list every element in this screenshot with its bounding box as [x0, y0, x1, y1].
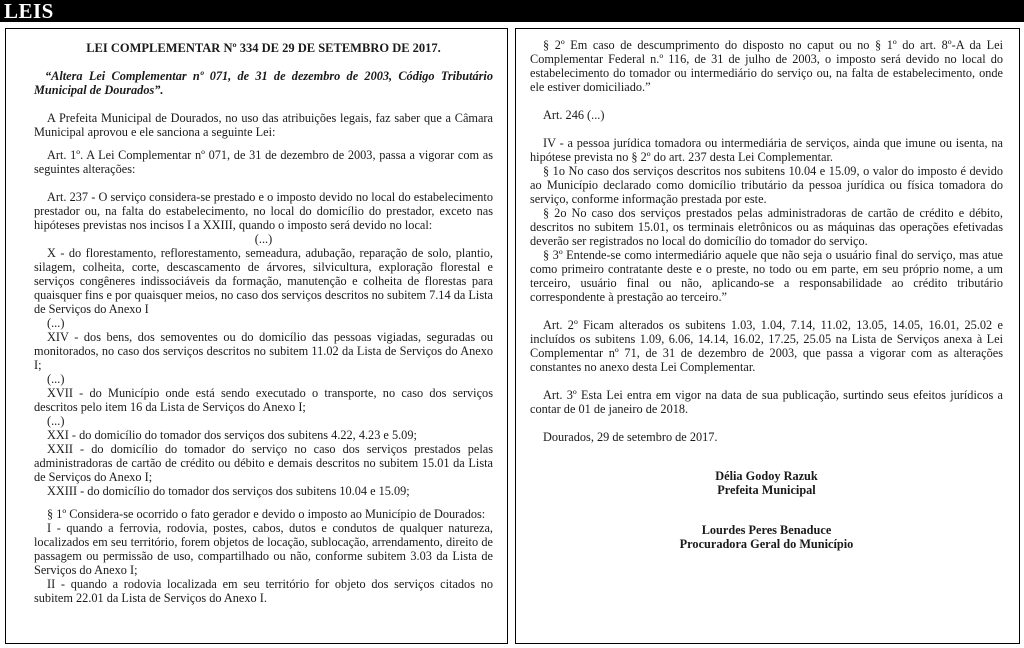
article-1: Art. 1º. A Lei Complementar nº 071, de 31 de dezembro de 2003, passa a vigorar com as seguintes alterações: [34, 148, 493, 176]
paragraph-1: § 1º Considera-se ocorrido o fato gerador e devido o imposto ao Município de Dourados: [47, 507, 486, 521]
left-column [5, 28, 508, 644]
signature-block-attorney [530, 523, 1003, 551]
article-2: Art. 2º Ficam alterados os subitens 1.03, 1.04, 7.14, 11.02, 13.05, 14.05, 16.01, 25.02 e incluídos os subitens 1.09, 6.06, 14.14, 16.02, 17.25, 25.05 na Lista de Serviços anexa à Lei Complementar nº 71, de 31 de dezembro de 2003, que passa a vigorar com as alterações constantes no anexo desta Lei Complementar. [530, 318, 1003, 374]
ellipsis-marker: (...) [47, 414, 65, 428]
article-246: Art. 246 (...) [543, 108, 605, 122]
inciso-xvii: XVII - do Município onde está sendo executado o transporte, no caso dos serviços descritos pelo item 16 da Lista de Serviços do Anexo I; [34, 386, 493, 414]
paragraph-2: § 2º Em caso de descumprimento do disposto no caput ou no § 1º do art. 8º-A da Lei Complementar Federal n.º 116, de 31 de julho de 2003, o imposto será devido no local do estabelecimento do tomador ou intermediário do serviço ou, na falta de estabelecimento, onde ele estiver domiciliado.” [530, 38, 1003, 94]
inciso-xxi: XXI - do domicílio do tomador dos serviços dos subitens 4.22, 4.23 e 5.09; [47, 428, 417, 442]
paragraph-2o: § 2o No caso dos serviços prestados pelas administradoras de cartão de crédito e débito, descritos no subitem 15.01, os terminais eletrônicos ou as máquinas das operações efetivadas deverão ser registrados no local do domicílio do tomador do serviço. [530, 206, 1003, 248]
inciso-xxiii: XXIII - do domicílio do tomador dos serviços dos subitens 10.04 e 15.09; [47, 484, 410, 498]
section-title: LEIS [4, 0, 54, 23]
law-ementa: “Altera Lei Complementar nº 071, de 31 de dezembro de 2003, Código Tributário Municipal de Dourados”. [34, 69, 493, 97]
paragraph-1-item-i: I - quando a ferrovia, rodovia, postes, cabos, dutos e condutos de qualquer natureza, localizados em seu território, forem objetos de locação, sublocação, arrendamento, direito de passagem ou permissão de uso, compartilhado ou não, conforme subitem 3.03 da Lista de Serviços do Anexo I; [34, 521, 493, 577]
signatory-role: Procuradora Geral do Município [679, 537, 854, 551]
ellipsis-centered: (...) [254, 232, 273, 246]
ellipsis-marker: (...) [47, 372, 65, 386]
inciso-x: X - do florestamento, reflorestamento, semeadura, adubação, reparação de solo, plantio, silagem, colheita, corte, descascamento de árvores, silvicultura, exploração florestal e serviços congêneres indissociáveis da formação, manutenção e colheita de florestas para quaisquer fins e por quaisquer meios, no caso dos serviços descritos no subitem 7.14 da Lista de Serviços do Anexo I [34, 246, 493, 316]
signatory-role: Prefeita Municipal [717, 483, 816, 497]
signatory-name: Lourdes Peres Benaduce [701, 523, 832, 537]
right-column [515, 28, 1020, 644]
section-header-bar [0, 0, 1024, 22]
inciso-iv: IV - a pessoa jurídica tomadora ou intermediária de serviços, ainda que imune ou isenta, na hipótese prevista no § 2º do art. 237 desta Lei Complementar. [530, 136, 1003, 164]
inciso-xiv: XIV - dos bens, dos semoventes ou do domicílio das pessoas vigiadas, seguradas ou monitorados, no caso dos serviços descritos no subitem 11.02 da Lista de Serviços do Anexo I; [34, 330, 493, 372]
paragraph-3: § 3º Entende-se como intermediário aquele que não seja o usuário final do serviço, mas atue como primeiro contratante deste e o preste, no todo ou em parte, em seu próprio nome, a um terceiro, usuário final ou não, aplicando-se a responsabilidade ao crédito tributário correspondente à prestação ao terceiro.” [530, 248, 1003, 304]
signatory-name: Délia Godoy Razuk [715, 469, 818, 483]
paragraph-1o: § 1o No caso dos serviços descritos nos subitens 10.04 e 15.09, o valor do imposto é devido ao Município declarado como domicílio tributário da pessoa jurídica ou física tomadora do serviço, conforme informação prestada por este. [530, 164, 1003, 206]
article-3: Art. 3º Esta Lei entra em vigor na data de sua publicação, surtindo seus efeitos jurídicos a contar de 01 de janeiro de 2018. [530, 388, 1003, 416]
ellipsis-marker: (...) [47, 316, 65, 330]
paragraph-1-item-ii: II - quando a rodovia localizada em seu território for objeto dos serviços citados no subitem 22.01 da Lista de Serviços do Anexo I. [34, 577, 493, 605]
date-line: Dourados, 29 de setembro de 2017. [543, 430, 718, 444]
article-237: Art. 237 - O serviço considera-se prestado e o imposto devido no local do estabelecimento prestador ou, na falta do estabelecimento, no local do domicílio do prestador, exceto nas hipóteses previstas nos incisos I a XXIII, quando o imposto será devido no local: [34, 190, 493, 232]
preamble-paragraph: A Prefeita Municipal de Dourados, no uso das atribuições legais, faz saber que a Câmara Municipal aprovou e ele sanciona a seguinte Lei: [34, 111, 493, 139]
law-title: LEI COMPLEMENTAR Nº 334 DE 29 DE SETEMBRO DE 2017. [86, 41, 441, 55]
signature-block-mayor [530, 469, 1003, 497]
inciso-xxii: XXII - do domicílio do tomador do serviço no caso dos serviços prestados pelas administradoras de cartão de crédito ou débito e demais descritos no subitem 15.01 da Lista de Serviços do Anexo I; [34, 442, 493, 484]
